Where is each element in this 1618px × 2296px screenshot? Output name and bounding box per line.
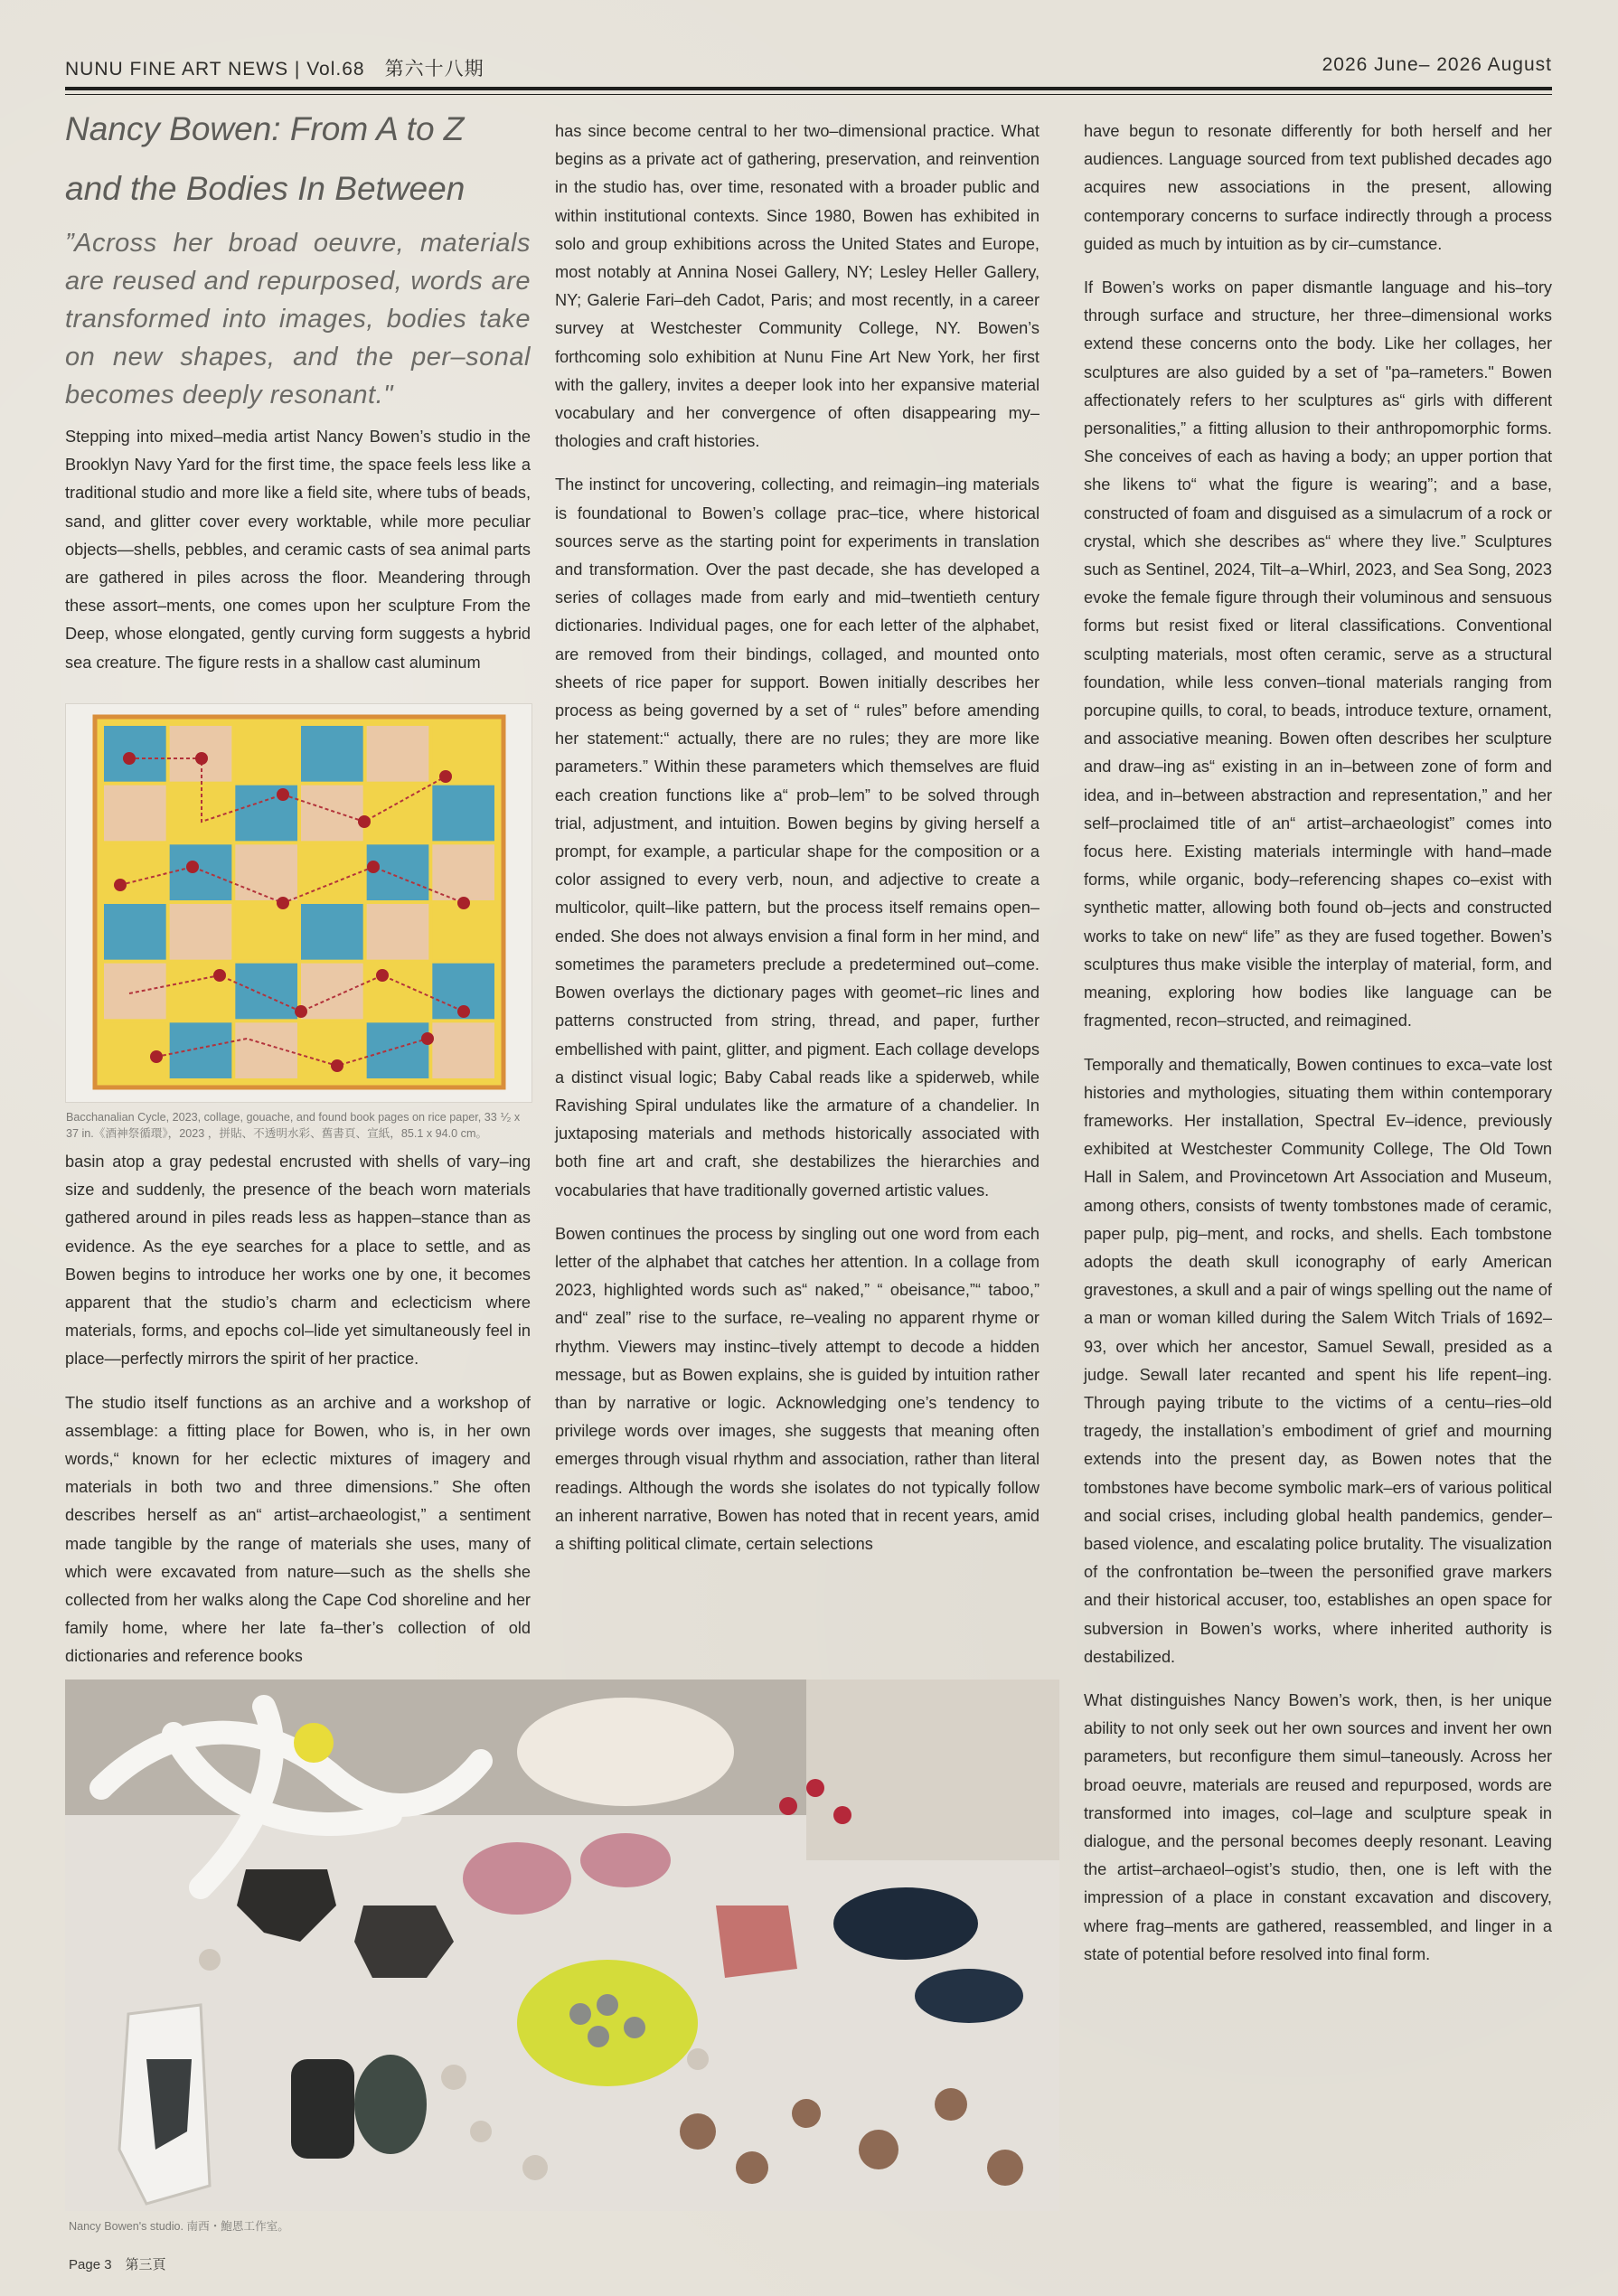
studio-caption: Nancy Bowen's studio. 南西・鮑恩工作室。 (69, 2220, 289, 2233)
column-2 (555, 118, 1039, 1558)
paragraph: Bowen continues the process by singling out one word from each letter of the alphabet that catches her attention. In a collage from 2023, highlighted words such as“ naked,” “ obeisance,”“ taboo,” and“ zeal” rise to the surface, re–vealing no apparent rhyme or rhythm. Viewers may instinc–tively attempt to decode a hidden message, but as Bowen explains, she is guided by intuition rather than by narrative or logic. Acknowledging one’s tendency to privilege words over images, she suggests that meaning often emerges through visual rhythm and association, rather than literal readings. Although the words she isolates do not typically follow an inherent narrative, Bowen has noted that in recent years, amid a shifting political climate, certain selections (555, 1224, 1039, 1553)
column-1-bottom (65, 1148, 531, 1671)
paragraph: has since become central to her two–dimensional practice. What begins as a private act of gathering, preservation, and reinvention in the studio has, over time, resonated with a broader public and within institutional contexts. Since 1980, Bowen has exhibited in solo and group exhibitions across the United States and Europe, most notably at Annina Nosei Gallery, NY; Lesley Heller Gallery, NY; Galerie Fari–deh Cadot, Paris; and most recently, in a career survey at Westchester Community College, NY. Bowen’s forthcoming solo exhibition at Nunu Fine Art New York, her first with the gallery, invites a deeper look into her expansive material vocabulary and her convergence of often disappearing my–thologies and craft histories. (555, 122, 1039, 451)
column-1-top (65, 99, 531, 677)
issue-dates: 2026 June– 2026 August (1322, 54, 1552, 75)
publication-name: NUNU FINE ART NEWS | Vol.68 第六十八期 (65, 59, 484, 80)
header-rule-thin (65, 94, 1552, 95)
paragraph: basin atop a gray pedestal encrusted with shells of vary–ing size and suddenly, the presence of the beach worn materials gathered around in piles reads less as happen–stance than as evidence. As the eye searches for a place to settle, and as Bowen begins to introduce her works one by one, it becomes apparent that the studio’s charm and eclecticism where materials, forms, and epochs col–lide yet simultaneously feel in place—perfectly mirrors the spirit of her practice. (65, 1153, 531, 1369)
article-title-line-2: and the Bodies In Between (65, 170, 466, 207)
header-rule-thick (65, 87, 1552, 90)
page-number: Page 3 第三頁 (69, 2257, 166, 2272)
column-3 (1084, 118, 1552, 1969)
artwork-caption: Bacchanalian Cycle, 2023, collage, gouache, and found book pages on rice paper, 33 ⅟₂ x 37 in.《酒神祭循環》，2023 ，拼貼、不透明水彩、舊書頁、宣紙，85.1 x 94.0 cm。 (66, 1111, 521, 1140)
collage-illustration (66, 704, 531, 1102)
artwork-image-bacchanalian-cycle (65, 703, 532, 1140)
paragraph: Temporally and thematically, Bowen continues to exca–vate lost histories and mythologies, situating them within contemporary frameworks. Her installation, Spectral Ev–idence, previously exhibited at Westchester Community College, The Old Town Hall in Salem, and Provincetown Art Association and Museum, among others, consists of twenty tombstones made of ceramic, paper pulp, pig–ment, and rocks, and shells. Each tombstone adopts the death skull iconography of early American gravestones, a skull and a pair of wings spelling out the name of a man or woman killed during the Salem Witch Trials of 1692–93, over which her ancestor, Samuel Sewall, presided as a judge. Sewall later recanted and spent his life repent–ing. Through paying tribute to the victims of a centu–ries–old tragedy, the installation’s embodiment of grief and mourning extends into the present day, as Bowen notes that the tombstones have become symbolic mark–ers of various political and social crises, including global health pandemics, gender–based violence, and escalating police brutality. The visualization of the confrontation be–tween the personified grave markers and their historical accuser, too, establishes an open space for subversion in Bowen’s works, where inherited authority is destabilized. (1084, 1055, 1552, 1666)
paragraph: The studio itself functions as an archive and a workshop of assemblage: a fitting place for Bowen, who is, in her own words,“ known for her eclectic mixtures of imagery and materials in both two and three dimensions.” She often describes herself as an“ artist–archaeologist,” a sentiment made tangible by the range of materials she uses, many of which were excavated from nature—such as the shells she collected from her walks along the Cape Cod shoreline and her family home, where her late fa–ther’s collection of old dictionaries and reference books (65, 1393, 531, 1666)
paragraph: What distinguishes Nancy Bowen’s work, then, is her unique ability to not only seek out her own sources and invent her own parameters, but reconfigure them simul–taneously. Across her broad oeuvre, materials are reused and repurposed, words are transformed into images, col–lage and sculpture speak in dialogue, and the personal becomes deeply resonant. Leaving the artist–archaeol–ogist’s studio, then, one is left with the impression of a place in constant excavation and discovery, where frag–ments are gathered, reassembled, and linger in a state of potential before resolved into final form. (1084, 1690, 1552, 1963)
studio-illustration (65, 1680, 1059, 2211)
studio-photo (65, 1680, 1059, 2211)
masthead (65, 54, 1552, 80)
pull-quote: ”Across her broad oeuvre, materials are reused and repurposed, words are transformed into images, bodies take on new shapes, and the per–sonal becomes deeply resonant." (65, 229, 531, 409)
paragraph: have begun to resonate differently for both herself and her audiences. Language sourced from text published decades ago acquires new associations in the present, allowing contemporary concerns to surface indirectly through a process guided as much by intuition as by cir–cumstance. (1084, 122, 1552, 253)
paragraph: If Bowen’s works on paper dismantle language and his–tory through surface and structure, her three–dimensional works extend these concerns onto the body. Like her collages, her sculptures are also guided by a set of "pa–rameters." Bowen affectionately refers to her sculptures as“ girls with different personalities,” a fitting allusion to their anthropomorphic forms. She conceives of each as having a body; an upper portion that she likens to“ what the figure is wearing”; and a base, constructed of foam and disguised as a simulacrum of a rock or crystal, which she describes as“ where they live.” Sculptures such as Sentinel, 2024, Tilt–a–Whirl, 2023, and Sea Song, 2023 evoke the female figure through their voluminous and sensuous forms but resist fixed or literal classifications. Conventional sculpting materials, most often ceramic, serve as a structural foundation, while less conven–tional materials ranging from porcupine quills, to coral, to beads, introduce texture, ornament, and associative meaning. Bowen often describes her sculpture and draw–ing as“ existing in an in–between zone of form and idea, and in–between abstraction and representation,” and her self–proclaimed title of an“ artist–archaeologist” comes into focus here. Existing materials intermingle with hand–made forms, while organic, body–referencing shapes co–exist with synthetic matter, allowing both found ob–jects and constructed works to take on new“ life” as they are fused together. Bowen’s sculptures thus make visible the interplay of material, form, and meaning, exploring how bodies like language can be fragmented, recon–structed, and reimagined. (1084, 278, 1552, 1030)
article-title (65, 99, 531, 219)
paragraph: The instinct for uncovering, collecting, and reimagin–ing materials is foundational to Bowen’s collage prac–tice, where historical sources serve as the starting point for experiments in translation and transformation. Over the past decade, she has developed a series of collages made from early and mid–twentieth century dictionaries. Individual pages, one for each letter of the alphabet, are removed from their bindings, collaged, and mounted onto sheets of rice paper for support. Bowen initially describes her process as being governed by a set of “ rules” before amending her statement:“ actually, there are no rules; they are more like parameters.” Within these parameters which themselves are fluid each creation functions like a“ prob–lem” to be solved through trial, adjustment, and intuition. Bowen begins by giving herself a prompt, for example, a particular shape for the composition or a color assigned to every verb, noun, and adjective to create a multicolor, quilt–like pattern, but the process itself remains open–ended. She does not always envision a final form in her mind, and sometimes the parameters preclude a predetermined out–come. Bowen overlays the dictionary pages with geomet–ric lines and patterns constructed from string, thread, and paper, further embellished with paint, glitter, and pigment. Each collage develops a distinct visual logic; Baby Cabal reads like a spiderweb, while Ravishing Spiral undulates like the armature of a chandelier. In juxtaposing materials and methods historically associated with both fine art and craft, she destabilizes the hierarchies and vocabularies that have traditionally governed artistic values. (555, 475, 1039, 1200)
article-title-line-1: Nancy Bowen: From A to Z (65, 110, 465, 147)
paragraph: Stepping into mixed–media artist Nancy Bowen’s studio in the Brooklyn Navy Yard for the first time, the space feels less like a traditional studio and more like a field site, where tubs of beads, sand, and glitter cover every worktable, while more peculiar objects—shells, pebbles, and ceramic casts of sea animal parts are gathered in piles across the floor. Meandering through these assort–ments, one comes upon her sculpture From the Deep, whose elongated, gently curving form suggests a hybrid sea creature. The figure rests in a shallow cast aluminum (65, 428, 531, 672)
